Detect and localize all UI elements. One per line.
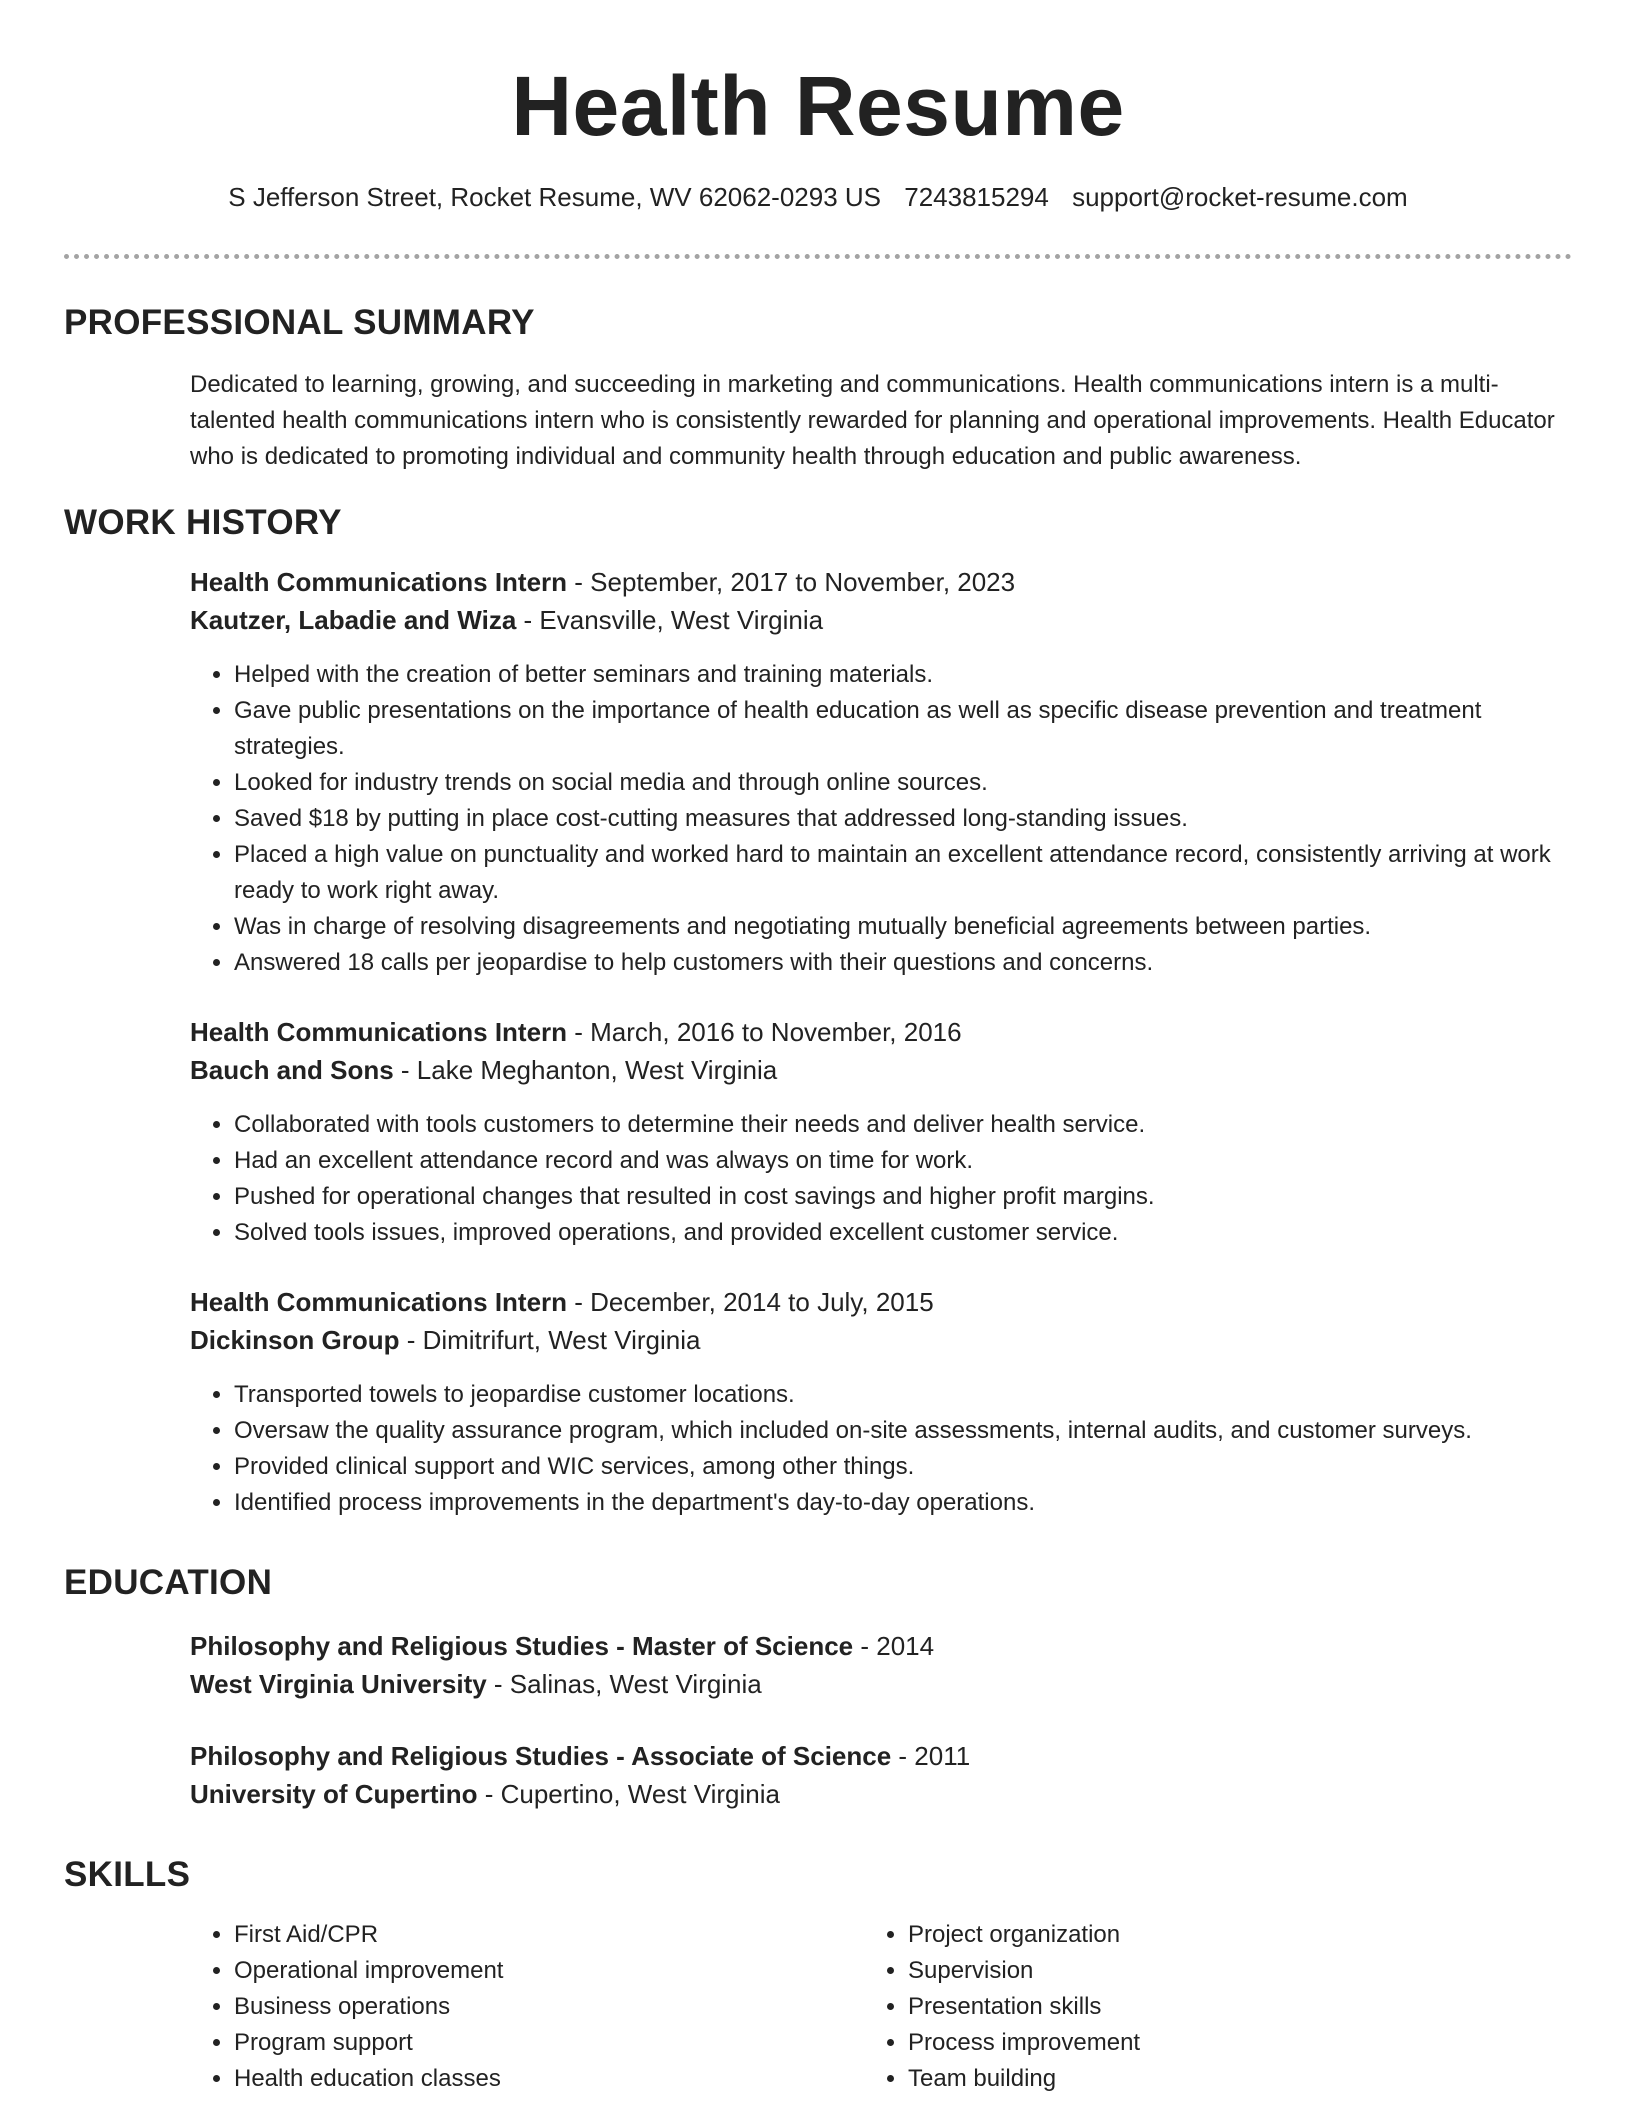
job-company-line	[190, 1051, 1572, 1089]
job-entry	[190, 563, 1572, 981]
education-school: West Virginia University	[190, 1669, 487, 1699]
job-bullets	[190, 657, 1574, 981]
education-degree-line	[190, 1627, 1572, 1665]
list-item: • Was in charge of resolving disagreements and negotiating mutually beneficial agreements between parties.	[234, 909, 1574, 945]
section-title-work-history: WORK HISTORY	[64, 503, 342, 542]
job-role-line	[190, 1013, 1572, 1051]
job-role-line	[190, 563, 1572, 601]
job-entry	[190, 1283, 1572, 1521]
list-item: • Identified process improvements in the department's day-to-day operations.	[234, 1485, 1574, 1521]
job-dates: - September, 2017 to November, 2023	[567, 567, 1016, 597]
skill-item: • Team building	[908, 2061, 1538, 2097]
list-item: • Provided clinical support and WIC services, among other things.	[234, 1449, 1574, 1485]
job-role: Health Communications Intern	[190, 567, 568, 597]
header-divider	[64, 254, 1572, 259]
job-dates: - March, 2016 to November, 2016	[567, 1017, 962, 1047]
skill-item: • Health education classes	[234, 2061, 864, 2097]
skills-column-left	[190, 1917, 864, 2097]
education-entry	[190, 1627, 1572, 1703]
section-title-skills: SKILLS	[64, 1855, 191, 1894]
job-company: Kautzer, Labadie and Wiza	[190, 605, 517, 635]
education-year: - 2011	[891, 1741, 971, 1771]
list-item: • Solved tools issues, improved operations, and provided excellent customer service.	[234, 1215, 1574, 1251]
education-location: - Cupertino, West Virginia	[477, 1779, 780, 1809]
education-degree: Philosophy and Religious Studies - Associate of Science	[190, 1741, 892, 1771]
skill-item: • Program support	[234, 2025, 864, 2061]
list-item: • Pushed for operational changes that resulted in cost savings and higher profit margins.	[234, 1179, 1574, 1215]
list-item: • Placed a high value on punctuality and worked hard to maintain an excellent attendance record, consistently arriving at work ready to work right away.	[234, 837, 1574, 909]
education-degree: Philosophy and Religious Studies - Master of Science	[190, 1631, 854, 1661]
education-location: - Salinas, West Virginia	[486, 1669, 762, 1699]
job-location: - Lake Meghanton, West Virginia	[393, 1055, 778, 1085]
list-item: • Collaborated with tools customers to determine their needs and deliver health service.	[234, 1107, 1574, 1143]
education-degree-line	[190, 1737, 1572, 1775]
skill-item: • Process improvement	[908, 2025, 1538, 2061]
skills-grid	[190, 1917, 1572, 2097]
contact-email: support@rocket-resume.com	[1072, 182, 1408, 212]
education-school-line	[190, 1665, 1572, 1703]
list-item: • Looked for industry trends on social media and through online sources.	[234, 765, 1574, 801]
section-title-education: EDUCATION	[64, 1563, 273, 1602]
skill-item: • Presentation skills	[908, 1989, 1538, 2025]
skill-item: • Supervision	[908, 1953, 1538, 1989]
list-item: • Gave public presentations on the importance of health education as well as specific disease prevention and treatment strategies.	[234, 693, 1574, 765]
job-company-line	[190, 1321, 1572, 1359]
list-item: • Oversaw the quality assurance program, which included on-site assessments, internal audits, and customer surveys.	[234, 1413, 1574, 1449]
resume-name: Health Resume	[511, 59, 1125, 153]
job-role: Health Communications Intern	[190, 1287, 568, 1317]
skill-item: • Operational improvement	[234, 1953, 864, 1989]
summary-text: Dedicated to learning, growing, and succeeding in marketing and communications. Health communications intern is a multi-talented health communications intern who is consistently rewarded for planning and operational improvements. Health Educator who is dedicated to promoting individual and community health through education and public awareness.	[190, 371, 1555, 470]
skill-item: • First Aid/CPR	[234, 1917, 864, 1953]
skill-item: • Project organization	[908, 1917, 1538, 1953]
list-item: • Helped with the creation of better seminars and training materials.	[234, 657, 1574, 693]
job-location: - Evansville, West Virginia	[516, 605, 824, 635]
education-school-line	[190, 1775, 1572, 1813]
contact-line	[64, 180, 1572, 214]
job-dates: - December, 2014 to July, 2015	[567, 1287, 934, 1317]
job-location: - Dimitrifurt, West Virginia	[399, 1325, 701, 1355]
job-entry	[190, 1013, 1572, 1251]
job-bullets	[190, 1107, 1574, 1251]
list-item: • Saved $18 by putting in place cost-cutting measures that addressed long-standing issues.	[234, 801, 1574, 837]
skills-column-right	[864, 1917, 1538, 2097]
list-item: • Had an excellent attendance record and was always on time for work.	[234, 1143, 1574, 1179]
job-bullets	[190, 1377, 1574, 1521]
list-item: • Transported towels to jeopardise customer locations.	[234, 1377, 1574, 1413]
resume-page	[64, 0, 1572, 2097]
education-entry	[190, 1737, 1572, 1813]
job-role: Health Communications Intern	[190, 1017, 568, 1047]
job-company-line	[190, 601, 1572, 639]
job-company: Dickinson Group	[190, 1325, 400, 1355]
education-year: - 2014	[853, 1631, 935, 1661]
education-school: University of Cupertino	[190, 1779, 478, 1809]
contact-address: S Jefferson Street, Rocket Resume, WV 62062-0293 US	[228, 182, 882, 212]
contact-phone: 7243815294	[904, 182, 1049, 212]
job-company: Bauch and Sons	[190, 1055, 394, 1085]
job-role-line	[190, 1283, 1572, 1321]
section-title-summary: PROFESSIONAL SUMMARY	[64, 303, 535, 342]
skill-item: • Business operations	[234, 1989, 864, 2025]
list-item: • Answered 18 calls per jeopardise to help customers with their questions and concerns.	[234, 945, 1574, 981]
